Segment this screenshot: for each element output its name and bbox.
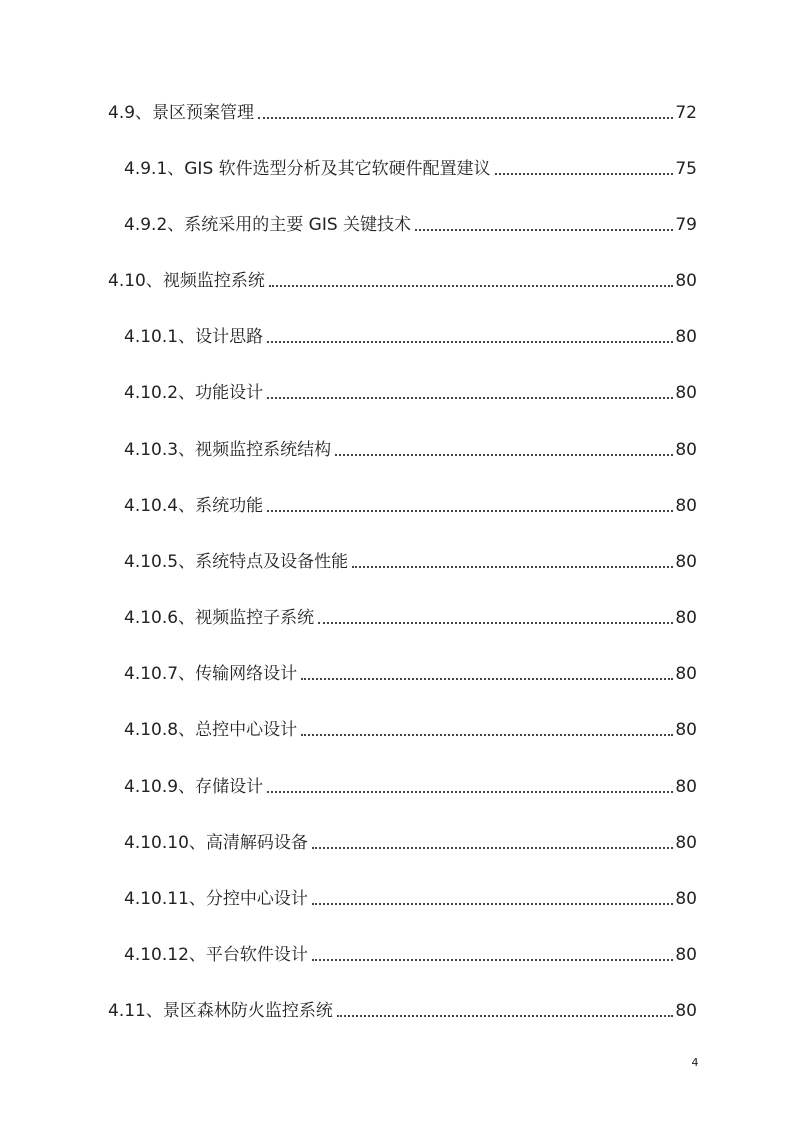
- toc-dot-leader: [312, 903, 673, 905]
- toc-entry-label: 4.9.1、GIS 软件选型分析及其它软硬件配置建议: [124, 159, 491, 179]
- toc-entry-page: 75: [675, 159, 697, 179]
- toc-dot-leader: [267, 791, 673, 793]
- toc-entry-label: 4.10.3、视频监控系统结构: [124, 440, 332, 460]
- toc-entry-page: 80: [675, 383, 697, 403]
- toc-entry-label: 4.10.6、视频监控子系统: [124, 608, 315, 628]
- toc-dot-leader: [269, 285, 674, 287]
- toc-entry-page: 80: [675, 664, 697, 684]
- toc-entry[interactable]: [124, 940, 697, 966]
- toc-dot-leader: [352, 566, 673, 568]
- toc-entry[interactable]: [124, 378, 697, 404]
- toc-entry-label: 4.10.5、系统特点及设备性能: [124, 552, 349, 572]
- toc-entry[interactable]: [124, 828, 697, 854]
- toc-entry[interactable]: [124, 603, 697, 629]
- toc-dot-leader: [301, 678, 673, 680]
- toc-entry-page: 80: [675, 271, 697, 291]
- toc-entry-label: 4.10.9、存储设计: [124, 777, 264, 797]
- toc-entry-page: 80: [675, 833, 697, 853]
- toc-entry-page: 80: [675, 608, 697, 628]
- toc-entry-label: 4.10.7、传输网络设计: [124, 664, 298, 684]
- toc-entry-page: 80: [675, 720, 697, 740]
- toc-entry-label: 4.10.1、设计思路: [124, 327, 264, 347]
- toc-dot-leader: [267, 341, 673, 343]
- toc-entry-label: 4.11、景区森林防火监控系统: [108, 1001, 333, 1021]
- toc-entry-label: 4.10.2、功能设计: [124, 383, 264, 403]
- page-number: 4: [691, 1056, 699, 1069]
- toc-entry[interactable]: [124, 884, 697, 910]
- toc-entry[interactable]: [124, 322, 697, 348]
- toc-entry-label: 4.10.4、系统功能: [124, 496, 264, 516]
- toc-entry-label: 4.9、景区预案管理: [108, 103, 255, 123]
- toc-dot-leader: [312, 959, 673, 961]
- toc-entry[interactable]: [124, 659, 697, 685]
- toc-entry[interactable]: [124, 435, 697, 461]
- toc-entry-page: 80: [675, 327, 697, 347]
- toc-dot-leader: [318, 622, 673, 624]
- toc-entry-label: 4.10、视频监控系统: [108, 271, 265, 291]
- toc-entry-page: 80: [675, 496, 697, 516]
- toc-entry[interactable]: [124, 547, 697, 573]
- toc-entry[interactable]: [124, 154, 697, 180]
- toc-entry-page: 80: [675, 777, 697, 797]
- toc-entry-label: 4.10.11、分控中心设计: [124, 889, 308, 909]
- toc-entry-label: 4.10.8、总控中心设计: [124, 720, 298, 740]
- toc-entry[interactable]: [124, 491, 697, 517]
- toc-entry-label: 4.10.12、平台软件设计: [124, 945, 308, 965]
- toc-dot-leader: [335, 454, 673, 456]
- toc-entry-page: 80: [675, 889, 697, 909]
- toc-entry-page: 80: [675, 440, 697, 460]
- toc-dot-leader: [312, 847, 673, 849]
- toc-entry[interactable]: [108, 996, 697, 1022]
- toc-dot-leader: [495, 173, 674, 175]
- toc-entry-page: 79: [675, 215, 697, 235]
- toc-entry-page: 80: [675, 945, 697, 965]
- toc-entry[interactable]: [108, 266, 697, 292]
- toc-entry-page: 80: [675, 552, 697, 572]
- toc-entry[interactable]: [124, 772, 697, 798]
- toc-dot-leader: [267, 397, 673, 399]
- toc-entry[interactable]: [124, 210, 697, 236]
- toc-dot-leader: [258, 117, 673, 119]
- toc-entry-page: 72: [675, 103, 697, 123]
- toc-entry[interactable]: [108, 98, 697, 124]
- toc-entry-label: 4.9.2、系统采用的主要 GIS 关键技术: [124, 215, 412, 235]
- toc-dot-leader: [415, 229, 673, 231]
- toc-entry-label: 4.10.10、高清解码设备: [124, 833, 308, 853]
- toc-dot-leader: [337, 1015, 674, 1017]
- toc-dot-leader: [301, 734, 673, 736]
- toc-entry[interactable]: [124, 715, 697, 741]
- toc-dot-leader: [267, 510, 673, 512]
- toc-entry-page: 80: [675, 1001, 697, 1021]
